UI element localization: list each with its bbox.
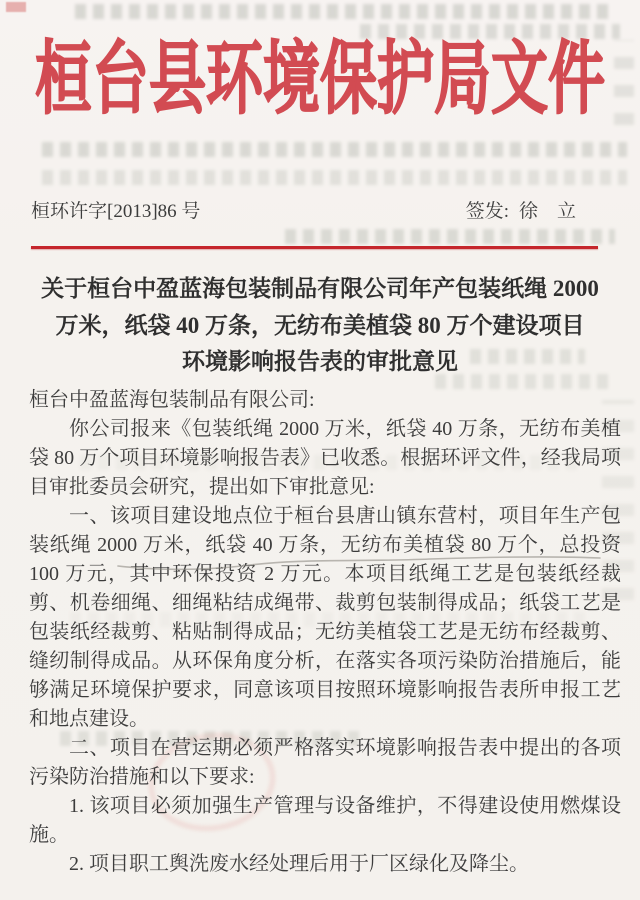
document-title-line: 关于桓台中盈蓝海包装制品有限公司年产包装纸绳 2000: [41, 276, 599, 301]
document-title: [18, 271, 622, 381]
body-paragraph: 1. 该项目必须加强生产管理与设备维护，不得建设使用燃煤设施。: [29, 795, 621, 846]
body-paragraph: 二、项目在营运期必须严格落实环境影响报告表中提出的各项污染防治措施和以下要求:: [29, 737, 621, 788]
bleedthrough-artifact: [75, 4, 615, 19]
ink-fragment-artifact: [6, 2, 26, 12]
body-paragraph: 一、该项目建设地点位于桓台县唐山镇东营村，项目年生产包装纸绳 2000 万米，纸袋 40 万条，无纺布美植袋 80 万个，总投资 100 万元，其中环保投资 2 万元。本项目纸绳工艺是包装纸经裁剪、机卷细绳、细绳粘结成绳带、裁剪包装制得成品；纸袋工艺是包装纸经裁剪、粘贴制得成品；无纺美植袋工艺是无纺布经裁剪、缝纫制得成品。从环保角度分析，在落实各项污染防治措施后，能够满足环境保护要求，同意该项目按照环境影响报告表所申报工艺和地点建设。: [29, 505, 621, 730]
bleedthrough-artifact: [42, 170, 627, 185]
agency-masthead-title: 桓台县环境保护局文件: [35, 35, 605, 124]
issuer-block: [466, 196, 576, 223]
docinfo-row: [31, 196, 576, 223]
issuer-name: 徐 立: [518, 201, 576, 222]
document-number: 桓环许字[2013]86 号: [31, 201, 201, 222]
bleedthrough-artifact: [42, 142, 627, 157]
salutation-line: 桓台中盈蓝海包装制品有限公司:: [29, 389, 315, 411]
body-paragraph: 2. 项目职工舆洗废水经处理后用于厂区绿化及降尘。: [69, 853, 529, 875]
document-title-line: 万米，纸袋 40 万条，无纺布美植袋 80 万个建设项目: [55, 312, 585, 338]
red-divider-rule: [31, 246, 598, 249]
issuer-label: 签发:: [465, 201, 509, 222]
document-title-line: 环境影响报告表的审批意见: [182, 349, 458, 374]
bleedthrough-artifact: [285, 229, 615, 244]
body-paragraph: 你公司报来《包装纸绳 2000 万米，纸袋 40 万条，无纺布美植袋 80 万个项目环境影响报告表》已收悉。根据环评文件，经我局项目审批委员会研究，提出如下审批意见:: [29, 418, 621, 498]
document-body: [29, 386, 621, 879]
